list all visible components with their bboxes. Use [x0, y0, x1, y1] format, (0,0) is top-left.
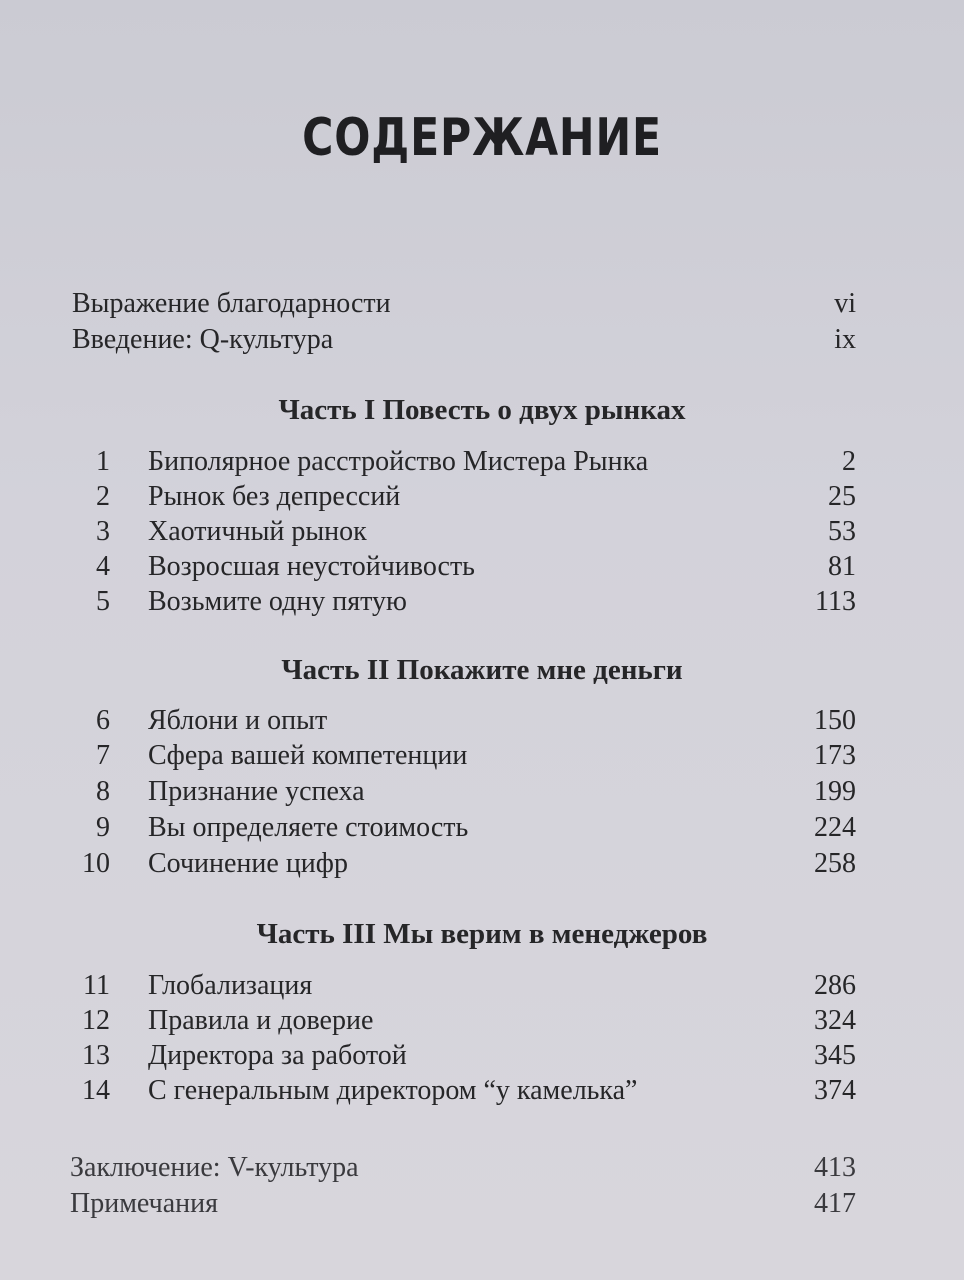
chapter-number: 10 [82, 848, 110, 879]
toc-chapter-row [72, 776, 856, 812]
chapter-title: Сочинение цифр [148, 848, 348, 879]
toc-chapter-row [72, 705, 856, 741]
chapter-title: Возьмите одну пятую [148, 586, 407, 617]
toc-entry-label: Выражение благодарности [72, 288, 391, 319]
toc-entry-notes [70, 1188, 856, 1220]
chapter-number: 14 [82, 1075, 110, 1106]
chapter-page: 81 [828, 551, 856, 582]
toc-chapter-row [72, 1040, 856, 1076]
toc-chapter-row [72, 1005, 856, 1041]
chapter-title: Директора за работой [148, 1040, 407, 1071]
chapter-number: 9 [96, 812, 110, 843]
toc-entry-page: 413 [814, 1152, 856, 1183]
chapter-number: 3 [96, 516, 110, 547]
toc-entry-acknowledgements [72, 288, 856, 320]
chapter-number: 4 [96, 551, 110, 582]
chapter-page: 345 [814, 1040, 856, 1071]
part-title: Часть I Повесть о двух рынках [278, 394, 686, 426]
chapter-title: Сфера вашей компетенции [148, 740, 468, 771]
chapter-number: 1 [96, 446, 110, 477]
chapter-page: 224 [814, 812, 856, 843]
chapter-title: С генеральным директором “у камелька” [148, 1075, 638, 1106]
toc-entry-page: 417 [814, 1188, 856, 1219]
toc-chapter-row [72, 812, 856, 848]
chapter-number: 13 [82, 1040, 110, 1071]
chapter-page: 374 [814, 1075, 856, 1106]
toc-chapter-row [72, 516, 856, 552]
chapter-title: Правила и доверие [148, 1005, 374, 1036]
chapter-title: Возросшая неустойчивость [148, 551, 475, 582]
page-title: СОДЕРЖАНИЕ [302, 108, 662, 168]
chapter-page: 2 [842, 446, 856, 477]
chapter-page: 113 [815, 586, 856, 617]
chapter-title: Рынок без депрессий [148, 481, 401, 512]
toc-entry-introduction [72, 324, 856, 356]
toc-entry-label: Примечания [70, 1188, 219, 1219]
chapter-page: 173 [814, 740, 856, 771]
toc-chapter-row [72, 740, 856, 776]
toc-chapter-row [72, 970, 856, 1006]
part-title: Часть II Покажите мне деньги [281, 654, 683, 686]
chapter-title: Хаотичный рынок [148, 516, 367, 547]
chapter-page: 25 [828, 481, 856, 512]
toc-entry-conclusion [70, 1152, 856, 1184]
chapter-title: Биполярное расстройство Мистера Рынка [148, 446, 649, 477]
chapter-number: 2 [96, 481, 110, 512]
toc-entry-page: ix [834, 324, 856, 355]
chapter-number: 6 [96, 705, 110, 736]
part-title: Часть III Мы верим в менеджеров [256, 918, 708, 950]
chapter-number: 7 [96, 740, 110, 771]
chapter-page: 53 [828, 516, 856, 547]
chapter-number: 12 [82, 1005, 110, 1036]
toc-entry-page: vi [834, 288, 856, 319]
toc-chapter-row [72, 446, 856, 482]
chapter-number: 5 [96, 586, 110, 617]
chapter-page: 286 [814, 970, 856, 1001]
chapter-page: 258 [814, 848, 856, 879]
toc-chapter-row [72, 481, 856, 517]
chapter-title: Яблони и опыт [148, 705, 328, 736]
toc-chapter-row [72, 1075, 856, 1111]
chapter-page: 199 [814, 776, 856, 807]
chapter-page: 150 [814, 705, 856, 736]
chapter-number: 11 [83, 970, 110, 1001]
toc-entry-label: Введение: Q-культура [72, 324, 334, 355]
toc-chapter-row [72, 848, 856, 884]
chapter-title: Вы определяете стоимость [148, 812, 469, 843]
chapter-title: Глобализация [148, 970, 313, 1001]
chapter-title: Признание успеха [148, 776, 365, 807]
chapter-page: 324 [814, 1005, 856, 1036]
toc-entry-label: Заключение: V-культура [70, 1152, 359, 1183]
toc-chapter-row [72, 586, 856, 622]
toc-chapter-row [72, 551, 856, 587]
chapter-number: 8 [96, 776, 110, 807]
